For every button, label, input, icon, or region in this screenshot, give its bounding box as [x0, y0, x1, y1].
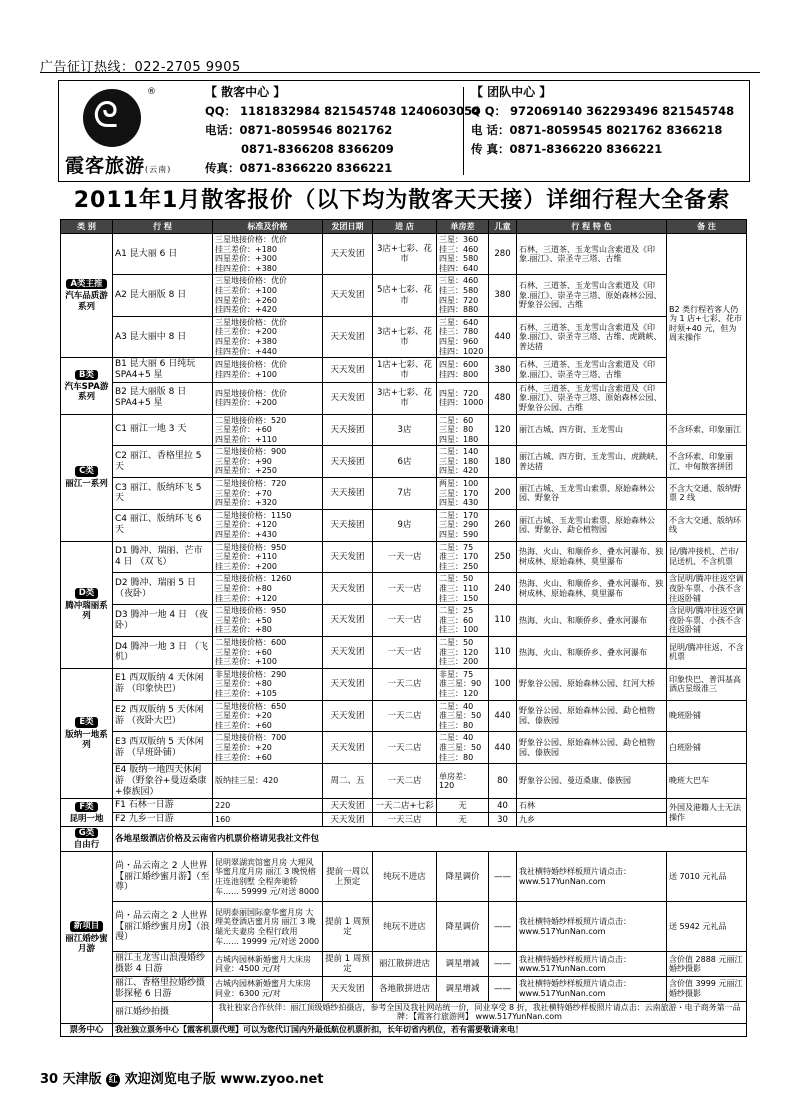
price-cell: 四星地接价格：优价 挂四差价：+200 — [213, 382, 323, 414]
room-cell: 非星：75 准三星：90 挂三：120 — [437, 668, 489, 700]
brand-name: 霞客旅游(云南) — [65, 155, 172, 177]
child-cell: 110 — [489, 605, 517, 637]
shop-cell: 7店 — [373, 478, 437, 510]
date-cell: 天天发团 — [323, 382, 373, 414]
route-cell: E2 西双版纳 5 天休闲游 （夜卧大巴） — [113, 700, 213, 732]
table-row — [61, 668, 747, 700]
feature-cell: 石林、三道茶、玉龙雪山含索道及《印象.丽江》、崇圣寺三塔、古维 — [517, 234, 667, 275]
date-cell: 天天发团 — [323, 573, 373, 605]
shop-cell: 1店+七彩、花市 — [373, 358, 437, 383]
feature-cell: 我社横特婚纱样板照片请点击：www.517YunNan.com — [517, 902, 667, 952]
feature-cell: 我社横特婚纱样板照片请点击：www.517YunNan.com — [517, 977, 667, 1002]
child-cell: 440 — [489, 732, 517, 764]
shop-cell: 纯玩不进店 — [373, 902, 437, 952]
price-cell: 二星地接价格：950 三星差价：+110 挂三差价：+200 — [213, 541, 323, 573]
route-cell: B1 昆大丽 6 日纯玩 SPA4+5 星 — [113, 358, 213, 383]
feature-cell: 石林、三道茶、玉龙雪山含索道及《印象.丽江》、崇圣寺三塔、原始森林公园、野象谷公园、古维 — [517, 275, 667, 316]
category-d — [61, 541, 113, 668]
table-row — [61, 446, 747, 478]
table-row — [61, 509, 747, 541]
table-row — [61, 636, 747, 668]
price-cell: 昆明泰丽国际豪华蜜月房 大理美登酒店蜜月房 丽江 3 晚瑞光夫妻房 全程行政用车…… 19999 元/对送 2000 — [213, 902, 323, 952]
price-table — [60, 219, 747, 1037]
child-cell: —— — [489, 902, 517, 952]
route-cell: 尚・品云南之 2 人世界【丽江婚纱蜜月房】（浪漫） — [113, 902, 213, 952]
price-cell: 二星地接价格：700 三星差价：+20 挂三差价：+60 — [213, 732, 323, 764]
group-qq: Q Q： 972069140 362293496 821545748 — [471, 104, 735, 118]
business-center-text: 我社独立票务中心【霞客机票代理】可以为您代订国内外最低航位机票折扣，长年切省内机位，若有需要敬请来电！ — [113, 1023, 747, 1036]
route-cell: D3 腾冲一地 4 日 （夜卧） — [113, 605, 213, 637]
room-cell: 调星增减 — [437, 952, 489, 977]
red-badge-icon: 红 — [106, 1073, 120, 1087]
price-cell: 四星地接价格：优价 挂四差价：+100 — [213, 358, 323, 383]
room-cell: 二星：50 准三：110 挂三：150 — [437, 573, 489, 605]
room-cell: 三星：360 挂三：460 四星：580 挂四：640 — [437, 234, 489, 275]
price-cell: 二星地接价格：720 三星差价：+70 四星差价：+320 — [213, 478, 323, 510]
route-cell: 丽江玉龙雪山浪漫婚纱摄影 4 日游 — [113, 952, 213, 977]
table-row — [61, 1001, 747, 1023]
retail-tel1: 电话：0871-8059546 8021762 — [205, 123, 393, 137]
date-cell: 天天发团 — [323, 636, 373, 668]
route-cell: D1 腾冲、瑞丽、芒市 4 日 （双飞） — [113, 541, 213, 573]
shop-cell: 一天二店+七彩 — [373, 799, 437, 813]
date-cell: 提前 1 周预定 — [323, 902, 373, 952]
room-cell: 无 — [437, 799, 489, 813]
route-cell: E3 西双版纳 5 天休闲游 （早班卧铺） — [113, 732, 213, 764]
col-price: 标准及价格 — [213, 220, 323, 234]
business-center-label: 票务中心 — [61, 1023, 113, 1036]
category-g — [61, 827, 113, 852]
table-row — [61, 952, 747, 977]
note-cell: 不含大交通、版纳环线 — [667, 509, 747, 541]
table-row — [61, 700, 747, 732]
feature-cell: 我社横特婚纱样板照片请点击：www.517YunNan.com — [517, 852, 667, 902]
room-cell: 调星增减 — [437, 977, 489, 1002]
category-badge: E类 — [75, 717, 97, 727]
shop-cell: 丽江散拼进店 — [373, 952, 437, 977]
feature-cell: 野象谷公园、原始森林公园、勐仑植物园、傣族园 — [517, 732, 667, 764]
route-cell: B2 昆大丽版 8 日 SPA4+5 星 — [113, 382, 213, 414]
price-cell: 二星地接价格：1260 三星差价：+80 挂三差价：+120 — [213, 573, 323, 605]
price-cell: 220 — [213, 799, 323, 813]
date-cell: 提前 1 周预定 — [323, 952, 373, 977]
feature-cell: 野象谷公园、原始森林公园、勐仑植物园、傣族园 — [517, 700, 667, 732]
table-row — [61, 316, 747, 357]
price-cell: 二星地接价格：950 三星差价：+50 挂三差价：+80 — [213, 605, 323, 637]
page-title: 2011年1月散客报价（以下均为散客天天接）详细行程大全备索 — [73, 188, 731, 213]
room-cell: 二星：60 三星：80 四星：180 — [437, 414, 489, 446]
feature-cell: 丽江古城、四方街、玉龙雪山 — [517, 414, 667, 446]
retail-center-contact — [205, 83, 480, 178]
table-row — [61, 902, 747, 952]
date-cell: 天天接团 — [323, 414, 373, 446]
feature-cell: 丽江古城、四方街、玉龙雪山、虎跳峡、普达措 — [517, 446, 667, 478]
room-cell: 单房差：120 — [437, 764, 489, 799]
route-cell: E4 版纳一地四天休闲游 （野象谷+曼迈桑康+傣族园） — [113, 764, 213, 799]
note-cell: 含价值 3999 元丽江婚纱摄影 — [667, 977, 747, 1002]
category-name: 自由行 — [73, 840, 100, 851]
room-cell: 二星：25 准三：60 挂三：100 — [437, 605, 489, 637]
page-number: 30 天津版 — [40, 1072, 102, 1087]
feature-cell: 石林、三道茶、玉龙雪山含索道及《印象.丽江》、崇圣寺三塔、古维 — [517, 358, 667, 383]
table-row — [61, 605, 747, 637]
shop-cell: 一天二店 — [373, 700, 437, 732]
price-cell: 二星地接价格：520 三星差价：+60 四星差价：+110 — [213, 414, 323, 446]
route-cell: F1 石林一日游 — [113, 799, 213, 813]
route-cell: C2 丽江、香格里拉 5 天 — [113, 446, 213, 478]
registered-mark: ® — [147, 87, 156, 97]
note-cell: 昆/腾冲接机、芒市/昆送机、不含机票 — [667, 541, 747, 573]
retail-qq: QQ： 1181832984 821545748 1240603054 — [205, 104, 481, 118]
feature-cell: 热海、火山、和顺侨乡、叠水河瀑布 — [517, 605, 667, 637]
route-cell: C1 丽江一地 3 天 — [113, 414, 213, 446]
route-cell: C3 丽江、版纳环飞 5 天 — [113, 478, 213, 510]
bird-icon: ᘓ — [93, 95, 119, 136]
room-cell: 二星：140 三星：180 四星：420 — [437, 446, 489, 478]
room-cell: 四星：600 挂四：800 — [437, 358, 489, 383]
shop-cell: 一天一店 — [373, 605, 437, 637]
retail-center-title: 【 散客中心 】 — [205, 85, 286, 99]
date-cell: 天天发团 — [323, 358, 373, 383]
price-cell: 非星地接价格：290 三星差价：+80 挂三差价：+105 — [213, 668, 323, 700]
note-cell: 外国及港籍人士无法操作 — [667, 799, 747, 827]
group-fax: 传 真：0871-8366220 8366221 — [471, 142, 663, 156]
price-cell: 二星地接价格：900 三星差价：+90 四星差价：+250 — [213, 446, 323, 478]
page-footer — [40, 1068, 323, 1087]
route-cell: D4 腾冲一地 3 日 （飞机） — [113, 636, 213, 668]
category-e — [61, 668, 113, 799]
date-cell: 天天发团 — [323, 700, 373, 732]
retail-tel2: 0871-8366208 8366209 — [241, 142, 394, 156]
wedding-photo-desc: 我社独家合作伙伴：丽江顶级婚纱拍摄店，参考全国及我社网站统一价，同业享受 8 折，我社横特婚纱样板照片请点击：云南旅游・电子商务第一品牌：【霞客行旅游网】 www.517YunNan.com — [213, 1001, 747, 1023]
note-cell: 不含大交通、版纳野票 2 线 — [667, 478, 747, 510]
date-cell: 天天发团 — [323, 234, 373, 275]
route-cell: C4 丽江、版纳环飞 6 天 — [113, 509, 213, 541]
shop-cell: 一天二店 — [373, 764, 437, 799]
note-cell: 不含环索、印象丽江、中甸散客拼团 — [667, 446, 747, 478]
price-cell: 二星地接价格：1150 三星差价：+120 四星差价：+430 — [213, 509, 323, 541]
table-row — [61, 275, 747, 316]
child-cell: 260 — [489, 509, 517, 541]
room-cell: 四星：720 挂四：1000 — [437, 382, 489, 414]
col-category: 类 别 — [61, 220, 113, 234]
route-cell: F2 九乡一日游 — [113, 813, 213, 827]
note-cell: 送 7010 元礼品 — [667, 852, 747, 902]
child-cell: 200 — [489, 478, 517, 510]
shop-cell: 5店+七彩、花市 — [373, 275, 437, 316]
route-cell: 尚・品云南之 2 人世界【丽江婚纱蜜月游】（至尊） — [113, 852, 213, 902]
room-cell: 降星调价 — [437, 902, 489, 952]
date-cell: 天天发团 — [323, 813, 373, 827]
note-cell: 晚班大巴车 — [667, 764, 747, 799]
table-header-row — [61, 220, 747, 234]
shop-cell: 一天一店 — [373, 573, 437, 605]
note-cell: 印象快巴、普洱基高酒店星级准三 — [667, 668, 747, 700]
category-badge: C类 — [75, 466, 98, 476]
route-cell: A2 昆大丽版 8 日 — [113, 275, 213, 316]
col-feature: 行 程 特 色 — [517, 220, 667, 234]
table-row — [61, 1023, 747, 1036]
category-name: 汽车SPA游系列 — [64, 381, 109, 402]
child-cell: 280 — [489, 234, 517, 275]
group-tel: 电 话：0871-8059545 8021762 8366218 — [471, 123, 723, 137]
col-date: 发团日期 — [323, 220, 373, 234]
date-cell: 提前一周以上预定 — [323, 852, 373, 902]
price-cell: 昆明翠湖宾馆蜜月房 大理风华蜜月度月房 丽江 3 晚悦榕庄连池别墅 全程奔驰轿车…… 59999 元/对送 8000 — [213, 852, 323, 902]
price-cell: 二星地接价格：650 三星差价：+20 挂三差价：+60 — [213, 700, 323, 732]
date-cell: 天天接团 — [323, 478, 373, 510]
child-cell: 40 — [489, 799, 517, 813]
price-cell: 三星地接价格：优价 挂三差价：+100 四星差价：+260 挂四差价：+420 — [213, 275, 323, 316]
table-row — [61, 813, 747, 827]
route-cell: 丽江、香格里拉婚纱摄影探秘 6 日游 — [113, 977, 213, 1002]
room-cell: 二星：170 三星：290 四星：590 — [437, 509, 489, 541]
category-c — [61, 414, 113, 541]
footer-text: 欢迎浏览电子版 www.zyoo.net — [124, 1072, 324, 1087]
room-cell: 二星：40 准三星：50 挂三：80 — [437, 700, 489, 732]
table-row — [61, 414, 747, 446]
table-row — [61, 573, 747, 605]
price-cell: 古城内园林新婚蜜月大床房 同业：4500 元/对 — [213, 952, 323, 977]
child-cell: 80 — [489, 764, 517, 799]
room-cell: 三星：460 挂三：580 四星：720 挂四：880 — [437, 275, 489, 316]
child-cell: 30 — [489, 813, 517, 827]
free-travel-text: 各地星级酒店价格及云南省内机票价格请见我社文件包 — [113, 827, 747, 852]
shop-cell: 3店+七彩、花市 — [373, 234, 437, 275]
table-row — [61, 358, 747, 383]
table-row — [61, 382, 747, 414]
feature-cell: 石林 — [517, 799, 667, 813]
child-cell: —— — [489, 977, 517, 1002]
category-b — [61, 358, 113, 414]
room-cell: 降星调价 — [437, 852, 489, 902]
child-cell: —— — [489, 952, 517, 977]
shop-cell: 纯玩不进店 — [373, 852, 437, 902]
category-badge: B类 — [75, 370, 98, 380]
category-name: 腾冲瑞丽系列 — [65, 600, 108, 621]
feature-cell: 丽江古城、玉龙雪山索票、原始森林公园、野象谷、勐仑植物园 — [517, 509, 667, 541]
brand-sub: (云南) — [145, 165, 172, 174]
category-name: 昆明一地 — [69, 813, 104, 824]
note-cell: 送 5942 元礼品 — [667, 902, 747, 952]
route-cell: A3 昆大丽中 8 日 — [113, 316, 213, 357]
child-cell: 440 — [489, 316, 517, 357]
child-cell: 110 — [489, 636, 517, 668]
note-cell: 含价值 2888 元丽江婚纱摄影 — [667, 952, 747, 977]
shop-cell: 一天一店 — [373, 636, 437, 668]
date-cell: 天天接团 — [323, 509, 373, 541]
category-badge: A类主推 — [66, 279, 106, 289]
shop-cell: 3店 — [373, 414, 437, 446]
date-cell: 天天发团 — [323, 977, 373, 1002]
note-cell: 昆明/腾冲往返、不含机票 — [667, 636, 747, 668]
category-f — [61, 799, 113, 827]
child-cell: 240 — [489, 573, 517, 605]
shop-cell: 一天二店 — [373, 732, 437, 764]
feature-cell: 石林、三道茶、玉龙雪山含索道及《印象.丽江》、崇圣寺三塔、古维、虎跳峡、普达措 — [517, 316, 667, 357]
col-note: 备 注 — [667, 220, 747, 234]
table-row — [61, 541, 747, 573]
col-room: 单房差 — [437, 220, 489, 234]
shop-cell: 9店 — [373, 509, 437, 541]
child-cell: 380 — [489, 275, 517, 316]
room-cell: 三星：640 挂三：780 四星：960 挂四：1020 — [437, 316, 489, 357]
room-cell: 两星：100 三星：170 四星：430 — [437, 478, 489, 510]
note-cell: B2 类行程若客人仍为 1 店+七彩、花市时须+40 元，但为周末操作 — [667, 234, 747, 415]
table-row — [61, 764, 747, 799]
feature-cell: 热海、火山、和顺侨乡、叠水河瀑布、独树成林、原始森林、莫里瀑布 — [517, 573, 667, 605]
category-new — [61, 852, 113, 1023]
note-cell: 白班卧铺 — [667, 732, 747, 764]
date-cell: 周二、五 — [323, 764, 373, 799]
note-cell: 晚班卧铺 — [667, 700, 747, 732]
route-cell: E1 西双版纳 4 天休闲游 （印象快巴） — [113, 668, 213, 700]
table-row — [61, 799, 747, 813]
price-cell: 三星地接价格：优价 挂三差价：+180 四星差价：+300 挂四差价：+380 — [213, 234, 323, 275]
room-cell: 二星：75 准三：170 挂三：250 — [437, 541, 489, 573]
category-badge: G类 — [75, 828, 98, 838]
note-cell: 不含环索、印象丽江 — [667, 414, 747, 446]
category-badge: D类 — [75, 588, 99, 598]
child-cell: —— — [489, 852, 517, 902]
shop-cell: 6店 — [373, 446, 437, 478]
child-cell: 440 — [489, 700, 517, 732]
price-cell: 三星地接价格：优价 挂三差价：+200 四星差价：+380 挂四差价：+440 — [213, 316, 323, 357]
note-cell: 含昆明/腾冲往返空调夜卧车票、小孩不含往返卧铺 — [667, 605, 747, 637]
col-child: 儿童 — [489, 220, 517, 234]
category-name: 版纳一地系列 — [65, 729, 108, 750]
child-cell: 250 — [489, 541, 517, 573]
header-divider — [463, 87, 464, 175]
shop-cell: 3店+七彩、花市 — [373, 316, 437, 357]
table-row — [61, 732, 747, 764]
ad-hotline: 广告征订热线：022-2705 9905 — [40, 60, 241, 75]
feature-cell: 九乡 — [517, 813, 667, 827]
route-cell: 丽江婚纱拍摄 — [113, 1001, 213, 1023]
date-cell: 天天发团 — [323, 732, 373, 764]
table-row — [61, 852, 747, 902]
date-cell: 天天发团 — [323, 541, 373, 573]
table-row — [61, 478, 747, 510]
shop-cell: 一天一店 — [373, 541, 437, 573]
room-cell: 二星：50 准三：120 挂三：200 — [437, 636, 489, 668]
child-cell: 480 — [489, 382, 517, 414]
date-cell: 天天发团 — [323, 275, 373, 316]
group-center-title: 【 团队中心 】 — [471, 85, 552, 99]
shop-cell: 一天二店 — [373, 668, 437, 700]
route-cell: A1 昆大丽 6 日 — [113, 234, 213, 275]
note-cell: 含昆明/腾冲往返空调夜卧车票、小孩不含往返卧铺 — [667, 573, 747, 605]
date-cell: 天天发团 — [323, 668, 373, 700]
feature-cell: 野象谷公园、曼迈桑康、傣族园 — [517, 764, 667, 799]
feature-cell: 野象谷公园、原始森林公园、红河大桥 — [517, 668, 667, 700]
retail-fax: 传真：0871-8366220 8366221 — [205, 161, 393, 175]
price-cell: 160 — [213, 813, 323, 827]
price-cell: 二星地接价格：600 三星差价：+60 挂三差价：+100 — [213, 636, 323, 668]
group-center-contact — [471, 83, 734, 159]
category-badge: 新项目 — [70, 921, 104, 931]
col-route: 行 程 — [113, 220, 213, 234]
table-row — [61, 827, 747, 852]
category-name: 丽江一系列 — [65, 478, 108, 489]
date-cell: 天天发团 — [323, 799, 373, 813]
room-cell: 无 — [437, 813, 489, 827]
shop-cell: 一天三店 — [373, 813, 437, 827]
child-cell: 180 — [489, 446, 517, 478]
price-cell: 古城内园林新婚蜜月大床房 同业：6300 元/对 — [213, 977, 323, 1002]
logo — [59, 81, 177, 181]
date-cell: 天天发团 — [323, 605, 373, 637]
price-cell: 版纳挂三星：420 — [213, 764, 323, 799]
header-box — [58, 80, 750, 182]
shop-cell: 各地散拼进店 — [373, 977, 437, 1002]
date-cell: 天天发团 — [323, 316, 373, 357]
feature-cell: 热海、火山、和顺侨乡、叠水河瀑布 — [517, 636, 667, 668]
category-name: 丽江婚纱蜜月游 — [65, 933, 108, 954]
table-row — [61, 234, 747, 275]
category-badge: F类 — [75, 802, 97, 812]
date-cell: 天天接团 — [323, 446, 373, 478]
feature-cell: 热海、火山、和顺侨乡、叠水河瀑布、独树成林、原始森林、莫里瀑布 — [517, 541, 667, 573]
shop-cell: 3店+七彩、花市 — [373, 382, 437, 414]
table-row — [61, 977, 747, 1002]
feature-cell: 石林、三道茶、玉龙雪山含索道及《印象.丽江》、崇圣寺三塔、原始森林公园、野象谷公园、古维 — [517, 382, 667, 414]
child-cell: 100 — [489, 668, 517, 700]
category-a — [61, 234, 113, 358]
child-cell: 380 — [489, 358, 517, 383]
feature-cell: 我社横特婚纱样板照片请点击：www.517YunNan.com — [517, 952, 667, 977]
top-rule — [40, 72, 760, 73]
category-name: 汽车品质游系列 — [65, 291, 108, 312]
child-cell: 120 — [489, 414, 517, 446]
col-shop: 进 店 — [373, 220, 437, 234]
feature-cell: 丽江古城、玉龙雪山索票、原始森林公园、野象谷 — [517, 478, 667, 510]
route-cell: D2 腾冲、瑞丽 5 日 （夜卧） — [113, 573, 213, 605]
room-cell: 二星：40 准三星：50 挂三：80 — [437, 732, 489, 764]
